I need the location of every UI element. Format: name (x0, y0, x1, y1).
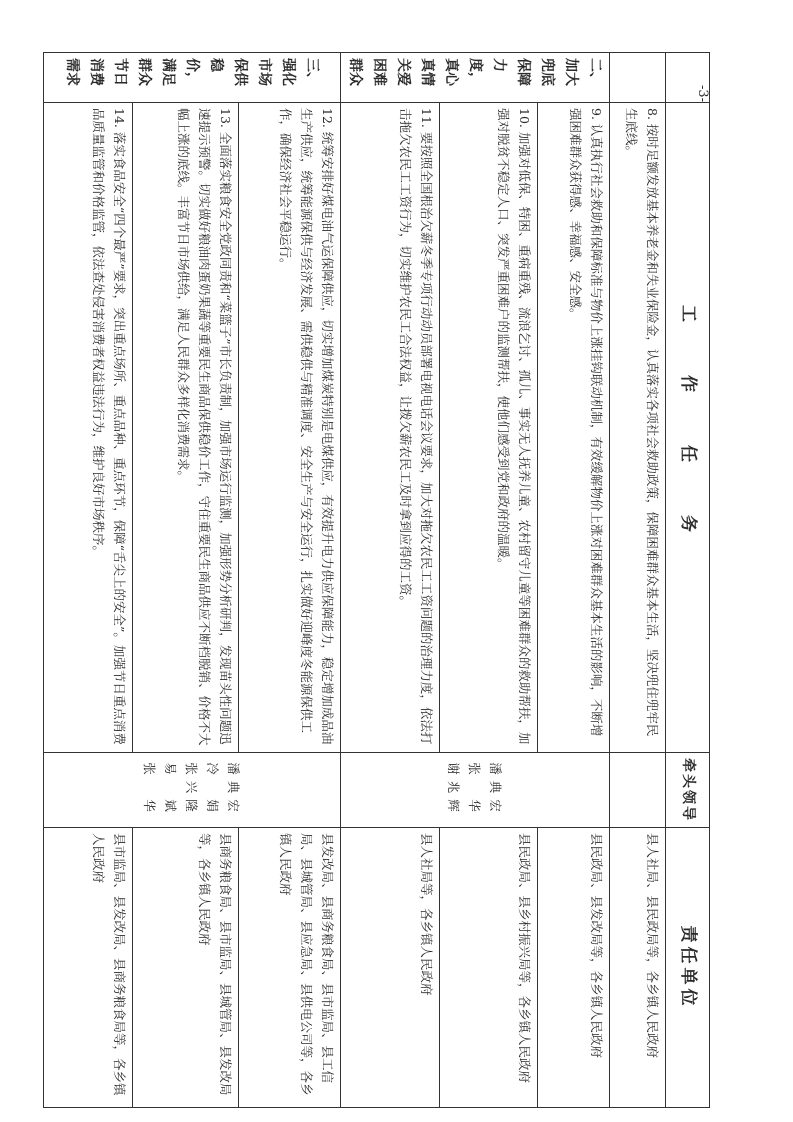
responsible-cell: 县商务粮食局、县市监局、县城管局、县发改局等，各乡镇人民政府 (133, 828, 239, 1108)
responsible-cell: 县市监局、县发改局、县商务粮食局等，各乡镇人民政府 (44, 828, 133, 1108)
task-cell: 13. 全面落实粮食安全党政同责和“菜篮子”市长负责制，加强市场运行监测，加强形势分析研判，发现苗头性问题迅速提示预警。切实做好粮油肉蛋奶果蔬等重要民生商品保供稳价工作，守住重要民生商品供应不断档脱销、价格不大幅上涨的底线。丰富节日市场供给，满足人民群众多样化消费需求。 (133, 103, 239, 753)
task-cell: 11. 要按照全国根治欠薪冬季专项行动动员部署电视电话会议要求，加大对拖欠农民工工资问题的治理力度，依法打击拖欠农民工工资行为，切实维护农民工合法权益，让拨欠薪农民工及时拿到应得的工资。 (341, 103, 440, 753)
responsible-cell: 县民政局、县乡村振兴局等，各乡镇人民政府 (439, 828, 538, 1108)
table-row (610, 53, 666, 1108)
table-row (133, 53, 239, 1108)
task-cell: 9. 认真执行社会救助和保障标准与物价上涨挂钩联动机制，有效缓解物价上涨对困难群众基本生活的影响，不断增强困难群众获得感、幸福感、安全感。 (538, 103, 610, 753)
category-cell (610, 53, 666, 103)
lead-cell: 潘典宏 张 华 谢兆辉 (341, 753, 610, 828)
header-task: 工 作 任 务 (666, 103, 710, 753)
table-row (538, 53, 610, 1108)
table-row (44, 53, 133, 1108)
category-cell: 二、加大兜底保障力度，真心真情关爱困难群众 (341, 53, 610, 103)
rotated-document-table (64, 52, 710, 1107)
responsible-cell: 县发改局、县商务粮食局、县市监局、县工信局、县城管局、县应急局、县供电公司等，各乡镇人民政府 (239, 828, 341, 1108)
task-cell: 12. 统筹安排好煤电油气运保障供应，切实增加煤炭特别是电煤供应，有效提升电力供应保障能力，稳定增加成品油生产供应，统筹能源保供与经济发展、需供稳供与精准调度、安全生产与安全运行，扎实做好迎峰度冬能源保供工作，确保经济社会平稳运行。 (239, 103, 341, 753)
table-header-row (666, 53, 710, 1108)
task-table (43, 52, 710, 1108)
page-number: -3- (695, 84, 711, 103)
table-row (439, 53, 538, 1108)
table-row (239, 53, 341, 1108)
task-cell: 14. 落实食品安全“四个最严”要求，突出重点场所、重点品种、重点环节，保障“舌尖上的安全”。加强节日重点消费品质量监管和价格监管，依法查处侵害消费者权益违法行为，维护良好市场秩序。 (44, 103, 133, 753)
task-cell: 10. 加强对低保、特困、重病重残、流浪乞讨、孤儿、事实无人抚养儿童、农村留守儿童等困难群众的救助帮扶，加强对脱贫不稳定人口、突发严重困难户的监测帮扶，使他们感受到党和政府的温暖。 (439, 103, 538, 753)
responsible-cell: 县人社局、县民政局等，各乡镇人民政府 (610, 828, 666, 1108)
task-cell: 8. 按时足额发放基本养老金和失业保险金，认真落实各项社会救助政策，保障困难群众基本生活，坚决兜住兜牢民生底线。 (610, 103, 666, 753)
header-lead: 牵头领导 (666, 753, 710, 828)
header-responsible: 责任单位 (666, 828, 710, 1108)
responsible-cell: 县人社局等，各乡镇人民政府 (341, 828, 440, 1108)
table-row (341, 53, 440, 1108)
lead-cell (610, 753, 666, 828)
category-cell: 三、强化市场保供稳价，满足群众节日消费需求 (44, 53, 341, 103)
responsible-cell: 县民政局、县发改局等，各乡镇人民政府 (538, 828, 610, 1108)
lead-cell: 潘典宏 冷 娟 张兴隆 易 斌 张 华 (44, 753, 341, 828)
